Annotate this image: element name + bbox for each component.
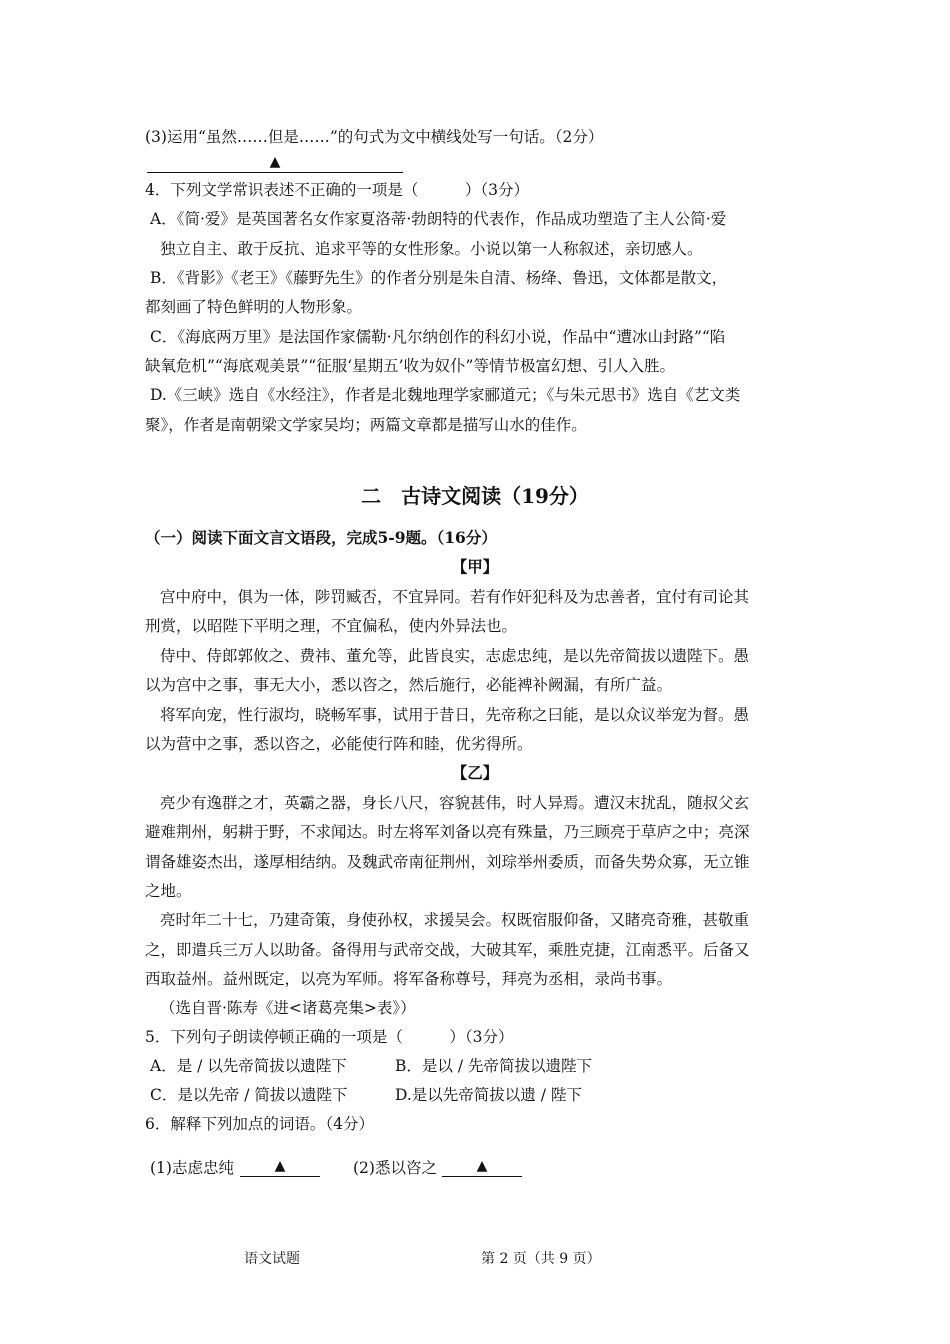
yi-line: 谓备雄姿杰出，遂厚相结纳。及魏武帝南征荆州，刘琮举州委质，而备失势众寡，无立锥 xyxy=(145,853,750,871)
q5-option-b: B．是以 / 先帝简拔以遗陛下 xyxy=(395,1057,592,1075)
q4-option-c-line2: 缺氧危机”“海底观美景”“征服‘星期五’收为奴仆”等情节极富幻想、引人入胜。 xyxy=(145,357,675,375)
jia-line: 以为营中之事，悉以咨之，必能使行阵和睦，优劣得所。 xyxy=(145,735,533,753)
jia-line: 宫中府中，俱为一体，陟罚臧否，不宜异同。若有作奸犯科及为忠善者，宜付有司论其 xyxy=(160,588,750,606)
q5-option-a: A．是 / 以先帝简拔以遗陛下 xyxy=(150,1057,347,1075)
jia-label: 【甲】 xyxy=(451,557,499,576)
triangle-icon: ▲ xyxy=(269,154,281,170)
q4-option-b-line2: 都刻画了特色鲜明的人物形象。 xyxy=(145,298,363,316)
jia-line: 以为宫中之事，事无大小，悉以咨之，然后施行，必能裨补阙漏，有所广益。 xyxy=(145,676,673,694)
jia-line: 将军向宠，性行淑均，晓畅军事，试用于昔日，先帝称之曰能，是以众议举宠为督。愚 xyxy=(160,706,750,724)
q4-option-b-line1: B．《背影》《老王》《藤野先生》的作者分别是朱自清、杨绛、鲁迅，文体都是散文， xyxy=(150,269,728,287)
section-title: 二 古诗文阅读（19分） xyxy=(361,484,589,508)
yi-line: 之地。 xyxy=(145,882,192,900)
q3-answer-blank[interactable] xyxy=(147,152,403,173)
jia-line: 侍中、侍郎郭攸之、费祎、董允等，此皆良实，志虑忠纯，是以先帝简拔以遗陛下。愚 xyxy=(160,647,750,665)
q4-option-a-line2: 独立自主、敢于反抗、追求平等的女性形象。小说以第一人称叙述，亲切感人。 xyxy=(160,240,703,258)
yi-line: 亮少有逸群之才，英霸之器，身长八尺，容貌甚伟，时人异焉。遭汉末扰乱，随叔父玄 xyxy=(160,794,750,812)
jia-line: 刑赏，以昭陛下平明之理，不宜偏私，使内外异法也。 xyxy=(145,617,518,635)
q6-stem: 6．解释下列加点的词语。（4分） xyxy=(145,1115,374,1133)
q5-stem: 5．下列句子朗读停顿正确的一项是（ ）（3分） xyxy=(145,1028,514,1046)
q4-option-a-line1: A．《简·爱》是英国著名女作家夏洛蒂·勃朗特的代表作，作品成功塑造了主人公简·爱 xyxy=(150,210,727,228)
q6-item-2: (2)悉以咨之 xyxy=(353,1159,437,1177)
yi-line: 亮时年二十七，乃建奇策，身使孙权，求援吴会。权既宿服仰备，又睹亮奇雅，甚敬重 xyxy=(160,911,750,929)
q6-answer-blank-2[interactable] xyxy=(442,1156,522,1177)
source-citation: （选自晋·陈寿《进<诸葛亮集>表》） xyxy=(160,999,416,1017)
yi-line: 避难荆州，躬耕于野，不求闻达。时左将军刘备以亮有殊量，乃三顾亮于草庐之中；亮深 xyxy=(145,823,750,841)
yi-line: 西取益州。益州既定，以亮为军师。将军备称尊号，拜亮为丞相，录尚书事。 xyxy=(145,970,673,988)
q4-option-c-line1: C．《海底两万里》是法国作家儒勒·凡尔纳创作的科幻小说，作品中“遭冰山封路”“陷 xyxy=(150,328,726,346)
q5-option-c: C．是以先帝 / 简拔以遗陛下 xyxy=(150,1086,348,1104)
footer-subject: 语文试题 xyxy=(244,1251,300,1267)
q6-item-1: (1)志虑忠纯 xyxy=(150,1159,234,1177)
yi-label: 【乙】 xyxy=(451,763,499,782)
yi-line: 之，即遣兵三万人以助备。备得用与武帝交战，大破其军，乘胜克捷，江南悉平。后备又 xyxy=(145,941,750,959)
q6-answer-blank-1[interactable] xyxy=(240,1156,320,1177)
q4-stem: 4．下列文学常识表述不正确的一项是（ ）（3分） xyxy=(145,181,529,199)
part1-heading: （一）阅读下面文言文语段，完成5-9题。（16分） xyxy=(145,528,497,547)
q4-option-d-line1: D.《三峡》选自《水经注》，作者是北魏地理学家郦道元；《与朱元思书》选自《艺文类 xyxy=(150,386,741,404)
q3-sub-text: (3)运用“虽然……但是……”的句式为文中横线处写一句话。（2分） xyxy=(145,128,604,146)
q4-option-d-line2: 聚》，作者是南朝梁文学家吴均；两篇文章都是描写山水的佳作。 xyxy=(145,416,587,434)
triangle-icon: ▲ xyxy=(274,1158,286,1174)
footer-page-number: 第 2 页（共 9 页） xyxy=(481,1251,601,1267)
triangle-icon: ▲ xyxy=(476,1158,488,1174)
q5-option-d: D.是以先帝简拔以遗 / 陛下 xyxy=(395,1086,582,1104)
